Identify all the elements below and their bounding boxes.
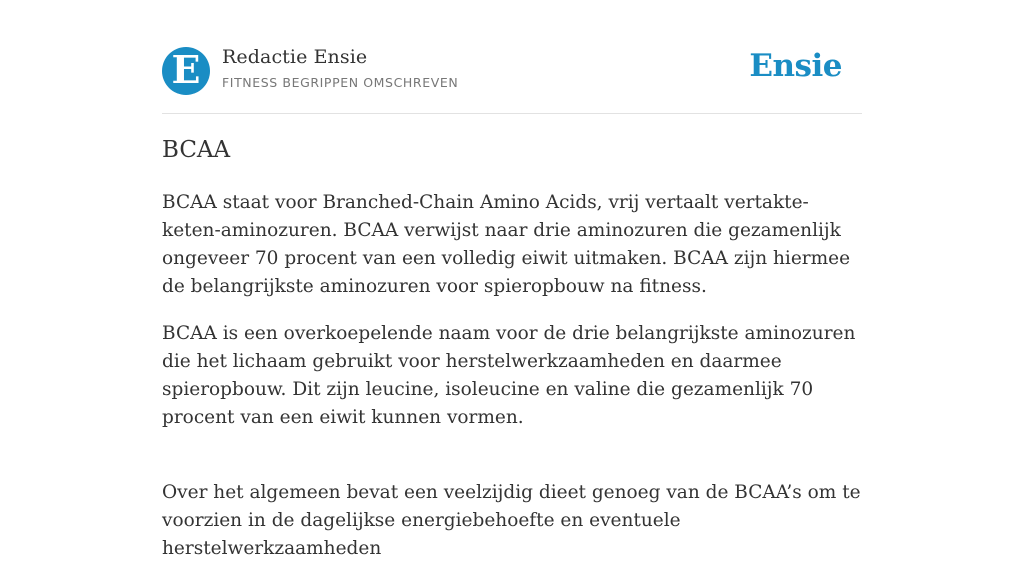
e-letter-icon bbox=[162, 47, 210, 95]
paragraph-spacer bbox=[162, 451, 862, 479]
article-paragraph-3: Over het algemeen bevat een veelzijdig dieet genoeg van de BCAA’s om te voorzien in de dagelijkse energiebehoefte en eventuele herstelwerkzaamheden bbox=[162, 482, 861, 559]
header-divider bbox=[162, 113, 862, 114]
author-tagline: FITNESS BEGRIPPEN OMSCHREVEN bbox=[222, 75, 459, 90]
article-body bbox=[162, 189, 862, 582]
author-avatar[interactable] bbox=[162, 47, 210, 95]
svg-text:E: E bbox=[171, 47, 201, 92]
author-name[interactable]: Redactie Ensie bbox=[222, 46, 368, 68]
article-paragraph-1: BCAA staat voor Branched-Chain Amino Acids, vrij vertaalt vertakte-keten-aminozuren. BCAA verwijst naar drie aminozuren die gezamenlijk ongeveer 70 procent van een volledig eiwit uitmaken. BCAA zijn hiermee de belangrijkste aminozuren voor spieropbouw na fitness. bbox=[162, 192, 851, 297]
article-title: BCAA bbox=[162, 137, 231, 163]
ensie-logo[interactable]: Ensie bbox=[749, 48, 842, 84]
article-paragraph-2: BCAA is een overkoepelende naam voor de drie belangrijkste aminozuren die het lichaam gebruikt voor herstelwerkzaamheden en daarmee spieropbouw. Dit zijn leucine, isoleucine en valine die gezamenlijk 70 procent van een eiwit kunnen vormen. bbox=[162, 323, 856, 428]
article-header bbox=[162, 46, 862, 96]
